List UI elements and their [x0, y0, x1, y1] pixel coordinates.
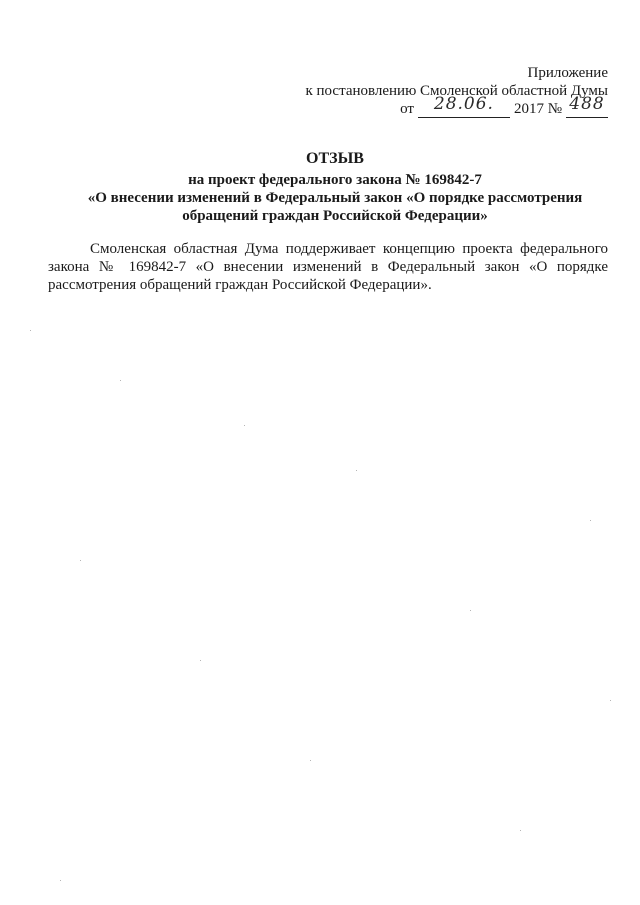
scan-speck [520, 830, 521, 831]
scan-speck [80, 560, 81, 561]
handwritten-date: 28.06. [433, 94, 494, 114]
resolution-reference: к постановлению Смоленской областной Думы [305, 83, 608, 99]
scan-speck [590, 520, 591, 521]
scan-speck [610, 700, 611, 701]
scan-speck [244, 425, 245, 426]
document-title [40, 150, 630, 225]
scan-speck [120, 380, 121, 381]
body-paragraph: Смоленская областная Дума поддерживает концепцию проекта федерального закона № 169842-7 «О внесении изменений в Федеральный закон «О порядке рассмотрения обращений граждан Российской Федерации». [48, 241, 608, 293]
appendix-label: Приложение [527, 65, 608, 81]
title-line-3: обращений граждан Российской Федерации» [182, 208, 488, 224]
title-main: ОТЗЫВ [306, 150, 364, 167]
resolution-date-line [278, 94, 608, 118]
scan-speck [470, 610, 471, 611]
year-and-number-label: 2017 № [513, 101, 562, 117]
title-line-2: «О внесении изменений в Федеральный закон «О порядке рассмотрения [87, 190, 583, 206]
appendix-header [278, 64, 608, 118]
date-field [418, 94, 510, 118]
handwritten-number: 488 [569, 94, 605, 114]
scan-speck [356, 470, 357, 471]
scan-speck [30, 330, 31, 331]
scan-speck [60, 880, 61, 881]
scan-speck [200, 660, 201, 661]
title-line-1: на проект федерального закона № 169842-7 [188, 172, 482, 188]
number-field [566, 94, 608, 118]
date-prefix: от [400, 101, 414, 117]
scan-speck [310, 760, 311, 761]
